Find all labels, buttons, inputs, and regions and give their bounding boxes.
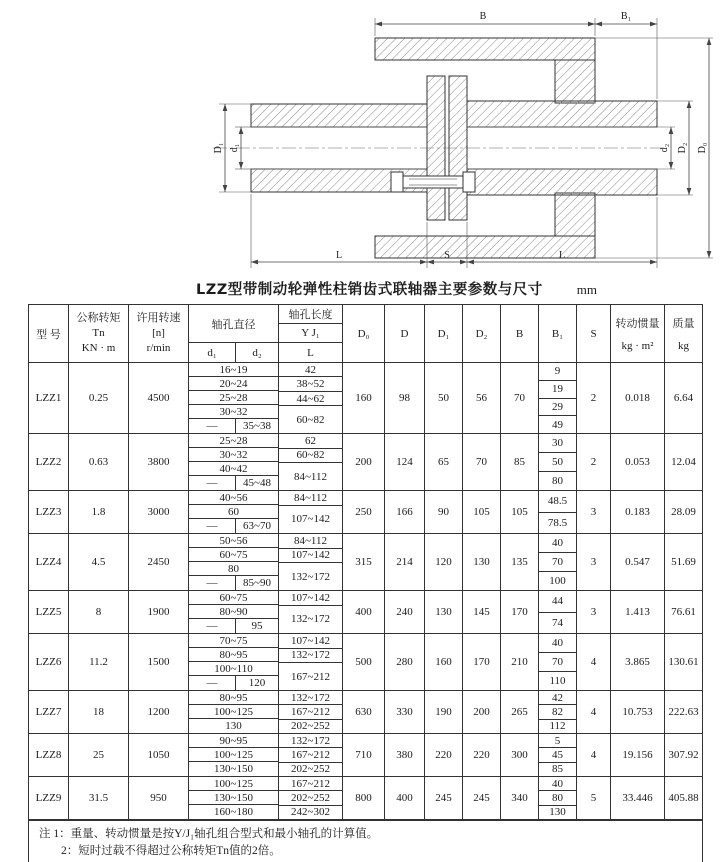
header-inertia-line1: 转动惯量: [615, 317, 660, 330]
inertia-cell: 3.865: [611, 634, 665, 690]
d1-value: —: [189, 619, 236, 633]
header-bore-diameter-title: 轴孔直径: [189, 305, 278, 343]
b1-value: 40: [539, 777, 576, 791]
b1-value: 29: [539, 399, 576, 417]
length-value: 132~172: [291, 570, 330, 583]
length-value: 107~142: [291, 513, 330, 526]
torque-cell: 31.5: [69, 777, 129, 819]
B-cell: 265: [501, 691, 539, 733]
header-B: B: [501, 305, 539, 362]
header-torque-line3: KN · m: [81, 342, 116, 354]
notes: [29, 820, 702, 862]
length-value: 62: [279, 434, 342, 449]
D1-cell: 245: [425, 777, 463, 819]
length-value: 242~302: [291, 806, 330, 819]
b1-value: 9: [539, 363, 576, 381]
length-value: 167~212: [279, 777, 342, 791]
model-cell: LZZ8: [29, 734, 69, 776]
header-D: D: [385, 305, 425, 362]
inertia-cell: 19.156: [611, 734, 665, 776]
model-cell: LZZ2: [29, 434, 69, 490]
speed-cell: 2450: [129, 534, 189, 590]
bore-value: 25~28: [189, 434, 278, 448]
bore-diameter-cell: [189, 534, 279, 590]
bore-length-cell: [279, 534, 343, 590]
bore-diameter-cell: [189, 777, 279, 819]
header-torque-line1: 公称转矩: [76, 312, 121, 324]
speed-cell: 3800: [129, 434, 189, 490]
bore-value: 70~75: [189, 634, 278, 648]
inertia-cell: 0.053: [611, 434, 665, 490]
dim-label-B1: B₁: [620, 11, 632, 22]
d1-value: —: [189, 676, 236, 690]
model-cell: LZZ5: [29, 591, 69, 633]
D-cell: 400: [385, 777, 425, 819]
bore-diameter-cell: [189, 734, 279, 776]
b1-value: 42: [539, 691, 576, 705]
D1-cell: 220: [425, 734, 463, 776]
length-value: 107~142: [279, 634, 342, 649]
bore-value: 100~125: [189, 748, 278, 762]
S-cell: 3: [577, 491, 611, 533]
mass-cell: 28.09: [671, 506, 696, 518]
b1-value: 50: [539, 453, 576, 472]
d1-value: —: [189, 519, 236, 533]
d2-value: 85~90: [243, 577, 271, 589]
d1-value: —: [189, 476, 236, 490]
mass-cell: 76.61: [671, 606, 696, 618]
header-speed-line1: 许用转速: [136, 312, 181, 324]
length-value: 107~142: [279, 549, 342, 564]
b1-value: 5: [539, 734, 576, 748]
D-cell: 330: [385, 691, 425, 733]
b1-cell: [539, 634, 577, 690]
speed-cell: 1900: [129, 591, 189, 633]
D1-cell: 130: [425, 591, 463, 633]
dim-label-L-right: L: [558, 250, 566, 261]
note-2: 2：短时过载不得超过公称转矩Tn值的2倍。: [61, 845, 281, 857]
D-cell: 240: [385, 591, 425, 633]
header-bore-length: [279, 305, 343, 362]
bore-value: 40~42: [189, 462, 278, 476]
bore-diameter-cell: [189, 591, 279, 633]
header-mass-line1: 质量: [672, 317, 695, 330]
mass-cell: 405.88: [668, 792, 699, 804]
b1-value: 45: [539, 748, 576, 762]
table-row: [29, 691, 702, 734]
model-cell: LZZ4: [29, 534, 69, 590]
length-value: 107~142: [279, 591, 342, 606]
table-row: [29, 777, 702, 820]
coupling-drawing: [0, 0, 726, 272]
D0-cell: 315: [343, 534, 385, 590]
header-yj1: Y J₁: [279, 324, 342, 343]
dim-label-d1: d₁: [229, 143, 240, 153]
mass-cell: 222.63: [668, 706, 699, 718]
inertia-cell: 0.018: [611, 363, 665, 433]
b1-value: 80: [539, 791, 576, 805]
length-value: 202~252: [279, 791, 342, 805]
b1-value: 70: [539, 553, 576, 572]
bore-diameter-cell: [189, 434, 279, 490]
bore-length-cell: [279, 363, 343, 433]
length-value: 167~212: [279, 748, 342, 762]
length-value: 132~172: [279, 691, 342, 705]
dim-label-d2: d₂: [659, 143, 670, 153]
bore-value: 80: [189, 562, 278, 576]
table-row: [29, 434, 702, 491]
length-value: 167~212: [291, 670, 330, 683]
header-D0: D₀: [343, 305, 385, 362]
table-row: [29, 534, 702, 591]
D-cell: 380: [385, 734, 425, 776]
b1-value: 19: [539, 381, 576, 399]
D-cell: 214: [385, 534, 425, 590]
D2-cell: 56: [463, 363, 501, 433]
b1-value: 40: [539, 534, 576, 553]
S-cell: 3: [577, 591, 611, 633]
mass-cell: 6.64: [673, 392, 694, 404]
D2-cell: 245: [463, 777, 501, 819]
header-bore-diameter: [189, 305, 279, 362]
torque-cell: 0.63: [69, 434, 129, 490]
bore-subrow: [189, 619, 278, 633]
B-cell: 210: [501, 634, 539, 690]
torque-cell: 8: [69, 591, 129, 633]
torque-cell: 4.5: [69, 534, 129, 590]
bore-value: 160~180: [214, 806, 253, 818]
b1-value: 78.5: [547, 516, 568, 529]
b1-value: 130: [549, 806, 566, 819]
speed-cell: 4500: [129, 363, 189, 433]
bore-value: 30~32: [189, 448, 278, 462]
bore-value: 20~24: [189, 377, 278, 391]
header-S: S: [577, 305, 611, 362]
bore-length-cell: [279, 777, 343, 819]
D-cell: 166: [385, 491, 425, 533]
b1-value: 74: [552, 616, 563, 629]
b1-cell: [539, 734, 577, 776]
b1-cell: [539, 363, 577, 433]
d2-value: 120: [248, 677, 266, 689]
torque-cell: 1.8: [69, 491, 129, 533]
speed-cell: 3000: [129, 491, 189, 533]
length-value: 60~82: [296, 413, 325, 426]
torque-cell: 0.25: [69, 363, 129, 433]
dim-label-L-left: L: [335, 250, 343, 261]
D2-cell: 105: [463, 491, 501, 533]
bore-value: 40~56: [189, 491, 278, 505]
model-cell: LZZ6: [29, 634, 69, 690]
torque-cell: 11.2: [69, 634, 129, 690]
b1-value: 110: [549, 675, 566, 687]
header-D2: D₂: [463, 305, 501, 362]
model-cell: LZZ3: [29, 491, 69, 533]
bore-value: 80~95: [189, 648, 278, 662]
D2-cell: 170: [463, 634, 501, 690]
dim-label-D0: D₀: [697, 142, 708, 154]
length-value: 132~172: [279, 734, 342, 748]
bore-subrow: [189, 519, 278, 533]
bore-value: 80~95: [189, 691, 278, 705]
D1-cell: 190: [425, 691, 463, 733]
dim-label-D1: D₁: [213, 142, 224, 154]
inertia-cell: 33.446: [611, 777, 665, 819]
b1-cell: [539, 491, 577, 533]
bore-length-cell: [279, 734, 343, 776]
D2-cell: 145: [463, 591, 501, 633]
header-d1: d₁: [189, 343, 236, 362]
D0-cell: 200: [343, 434, 385, 490]
b1-value: 80: [552, 475, 563, 487]
speed-cell: 1200: [129, 691, 189, 733]
header-speed: [129, 305, 189, 362]
bore-value: 130~150: [214, 763, 253, 775]
S-cell: 4: [577, 734, 611, 776]
page-title: LZZ型带制动轮弹性柱销齿式联轴器主要参数与尺寸: [196, 282, 543, 298]
D2-cell: 130: [463, 534, 501, 590]
b1-value: 48.5: [539, 491, 576, 513]
S-cell: 4: [577, 634, 611, 690]
bore-subrow: [189, 476, 278, 490]
bore-value: 60~75: [189, 548, 278, 562]
bore-value: 100~125: [189, 777, 278, 791]
D2-cell: 70: [463, 434, 501, 490]
b1-value: 82: [539, 705, 576, 719]
bore-subrow: [189, 676, 278, 690]
table-row: [29, 363, 702, 434]
b1-value: 70: [539, 653, 576, 672]
length-value: 84~112: [279, 491, 342, 506]
table-row: [29, 491, 702, 534]
d2-value: 45~48: [243, 477, 271, 489]
D1-cell: 90: [425, 491, 463, 533]
header-torque-line2: Tn: [92, 327, 105, 339]
bore-length-cell: [279, 591, 343, 633]
bore-subrow: [189, 576, 278, 590]
speed-cell: 1500: [129, 634, 189, 690]
header-torque: [69, 305, 129, 362]
D0-cell: 710: [343, 734, 385, 776]
B-cell: 170: [501, 591, 539, 633]
bore-value: 16~19: [189, 363, 278, 377]
bore-value: 90~95: [189, 734, 278, 748]
S-cell: 4: [577, 691, 611, 733]
bore-diameter-cell: [189, 634, 279, 690]
length-value: 42: [279, 363, 342, 377]
b1-value: 100: [549, 575, 566, 587]
bore-length-cell: [279, 434, 343, 490]
b1-value: 85: [552, 763, 563, 776]
B-cell: 340: [501, 777, 539, 819]
d2-value: 63~70: [243, 520, 271, 532]
right-flange: [449, 76, 467, 220]
b1-value: 44: [539, 591, 576, 613]
b1-value: 30: [539, 434, 576, 453]
bore-value: 60~75: [189, 591, 278, 605]
D2-cell: 200: [463, 691, 501, 733]
D1-cell: 120: [425, 534, 463, 590]
B-cell: 85: [501, 434, 539, 490]
dim-label-D2: D₂: [677, 142, 688, 154]
length-value: 132~172: [291, 613, 330, 626]
length-value: 132~172: [279, 649, 342, 664]
S-cell: 3: [577, 534, 611, 590]
mass-cell: 130.61: [668, 656, 699, 668]
header-mass-line2: kg: [678, 340, 689, 353]
dim-label-B: B: [479, 11, 487, 22]
length-value: 202~252: [291, 763, 330, 776]
header-bore-diameter-sub: [189, 343, 278, 362]
table-row: [29, 634, 702, 691]
S-cell: 2: [577, 434, 611, 490]
D0-cell: 400: [343, 591, 385, 633]
D0-cell: 160: [343, 363, 385, 433]
header-inertia: [611, 305, 665, 362]
bore-value: 30~32: [189, 405, 278, 419]
length-value: 38~52: [279, 377, 342, 391]
length-value: 84~112: [293, 470, 328, 483]
title-row: [0, 272, 726, 304]
d1-value: —: [189, 576, 236, 590]
table-body: [29, 363, 702, 820]
inertia-cell: 10.753: [611, 691, 665, 733]
note-1: 注 1：重量、转动惯量是按Y/J₁轴孔组合型式和最小轴孔的计算值。: [39, 828, 379, 840]
model-cell: LZZ1: [29, 363, 69, 433]
speed-cell: 950: [129, 777, 189, 819]
b1-cell: [539, 691, 577, 733]
table-row: [29, 591, 702, 634]
bore-length-cell: [279, 634, 343, 690]
bore-value: 100~125: [189, 705, 278, 719]
bore-diameter-cell: [189, 491, 279, 533]
B-cell: 105: [501, 491, 539, 533]
d1-value: —: [189, 419, 236, 433]
bore-value: 50~56: [189, 534, 278, 548]
b1-cell: [539, 534, 577, 590]
inertia-cell: 0.183: [611, 491, 665, 533]
spec-table: [28, 304, 703, 862]
unit-label: mm: [576, 282, 597, 297]
header-bore-length-title: 轴孔长度: [279, 305, 342, 324]
bore-value: 130~150: [189, 791, 278, 805]
header-D1: D₁: [425, 305, 463, 362]
header-L: L: [307, 346, 314, 359]
length-value: 202~252: [291, 720, 330, 733]
bore-length-cell: [279, 691, 343, 733]
header-mass: [665, 305, 702, 362]
D2-cell: 220: [463, 734, 501, 776]
bore-value: 100~110: [189, 662, 278, 676]
d2-value: 95: [251, 620, 263, 632]
length-value: 60~82: [279, 449, 342, 464]
bore-value: 25~28: [189, 391, 278, 405]
D1-cell: 50: [425, 363, 463, 433]
dim-label-S: S: [444, 250, 450, 261]
b1-cell: [539, 777, 577, 819]
bore-value: 80~90: [189, 605, 278, 619]
D0-cell: 800: [343, 777, 385, 819]
inertia-cell: 1.413: [611, 591, 665, 633]
mass-cell: 307.92: [668, 749, 699, 761]
S-cell: 2: [577, 363, 611, 433]
D0-cell: 630: [343, 691, 385, 733]
b1-value: 49: [552, 418, 563, 431]
model-cell: LZZ9: [29, 777, 69, 819]
D1-cell: 160: [425, 634, 463, 690]
header-model: 型 号: [29, 305, 69, 362]
model-cell: LZZ7: [29, 691, 69, 733]
mass-cell: 12.04: [671, 456, 696, 468]
S-cell: 5: [577, 777, 611, 819]
header-inertia-line2: kg · m²: [621, 340, 654, 353]
left-flange: [427, 76, 445, 220]
B-cell: 300: [501, 734, 539, 776]
bore-value: 130: [225, 720, 242, 732]
torque-cell: 18: [69, 691, 129, 733]
inertia-cell: 0.547: [611, 534, 665, 590]
b1-value: 40: [539, 634, 576, 653]
b1-cell: [539, 591, 577, 633]
table-header: [29, 305, 702, 363]
header-B1: B₁: [539, 305, 577, 362]
bore-value: 60: [189, 505, 278, 519]
bore-length-cell: [279, 491, 343, 533]
coupling-section-svg: [205, 0, 720, 272]
torque-cell: 25: [69, 734, 129, 776]
bore-diameter-cell: [189, 691, 279, 733]
speed-cell: 1050: [129, 734, 189, 776]
length-value: 84~112: [279, 534, 342, 549]
B-cell: 70: [501, 363, 539, 433]
length-value: 44~62: [279, 392, 342, 406]
D0-cell: 500: [343, 634, 385, 690]
D-cell: 280: [385, 634, 425, 690]
bore-subrow: [189, 419, 278, 433]
header-d2: d₂: [252, 346, 262, 359]
table-row: [29, 734, 702, 777]
D0-cell: 250: [343, 491, 385, 533]
D1-cell: 65: [425, 434, 463, 490]
d2-value: 35~38: [243, 420, 271, 432]
B-cell: 135: [501, 534, 539, 590]
length-value: 167~212: [279, 705, 342, 719]
D-cell: 124: [385, 434, 425, 490]
b1-value: 112: [549, 720, 566, 733]
D-cell: 98: [385, 363, 425, 433]
b1-cell: [539, 434, 577, 490]
mass-cell: 51.69: [671, 556, 696, 568]
header-speed-line3: r/min: [146, 342, 171, 354]
bore-diameter-cell: [189, 363, 279, 433]
header-speed-line2: [n]: [152, 327, 165, 339]
